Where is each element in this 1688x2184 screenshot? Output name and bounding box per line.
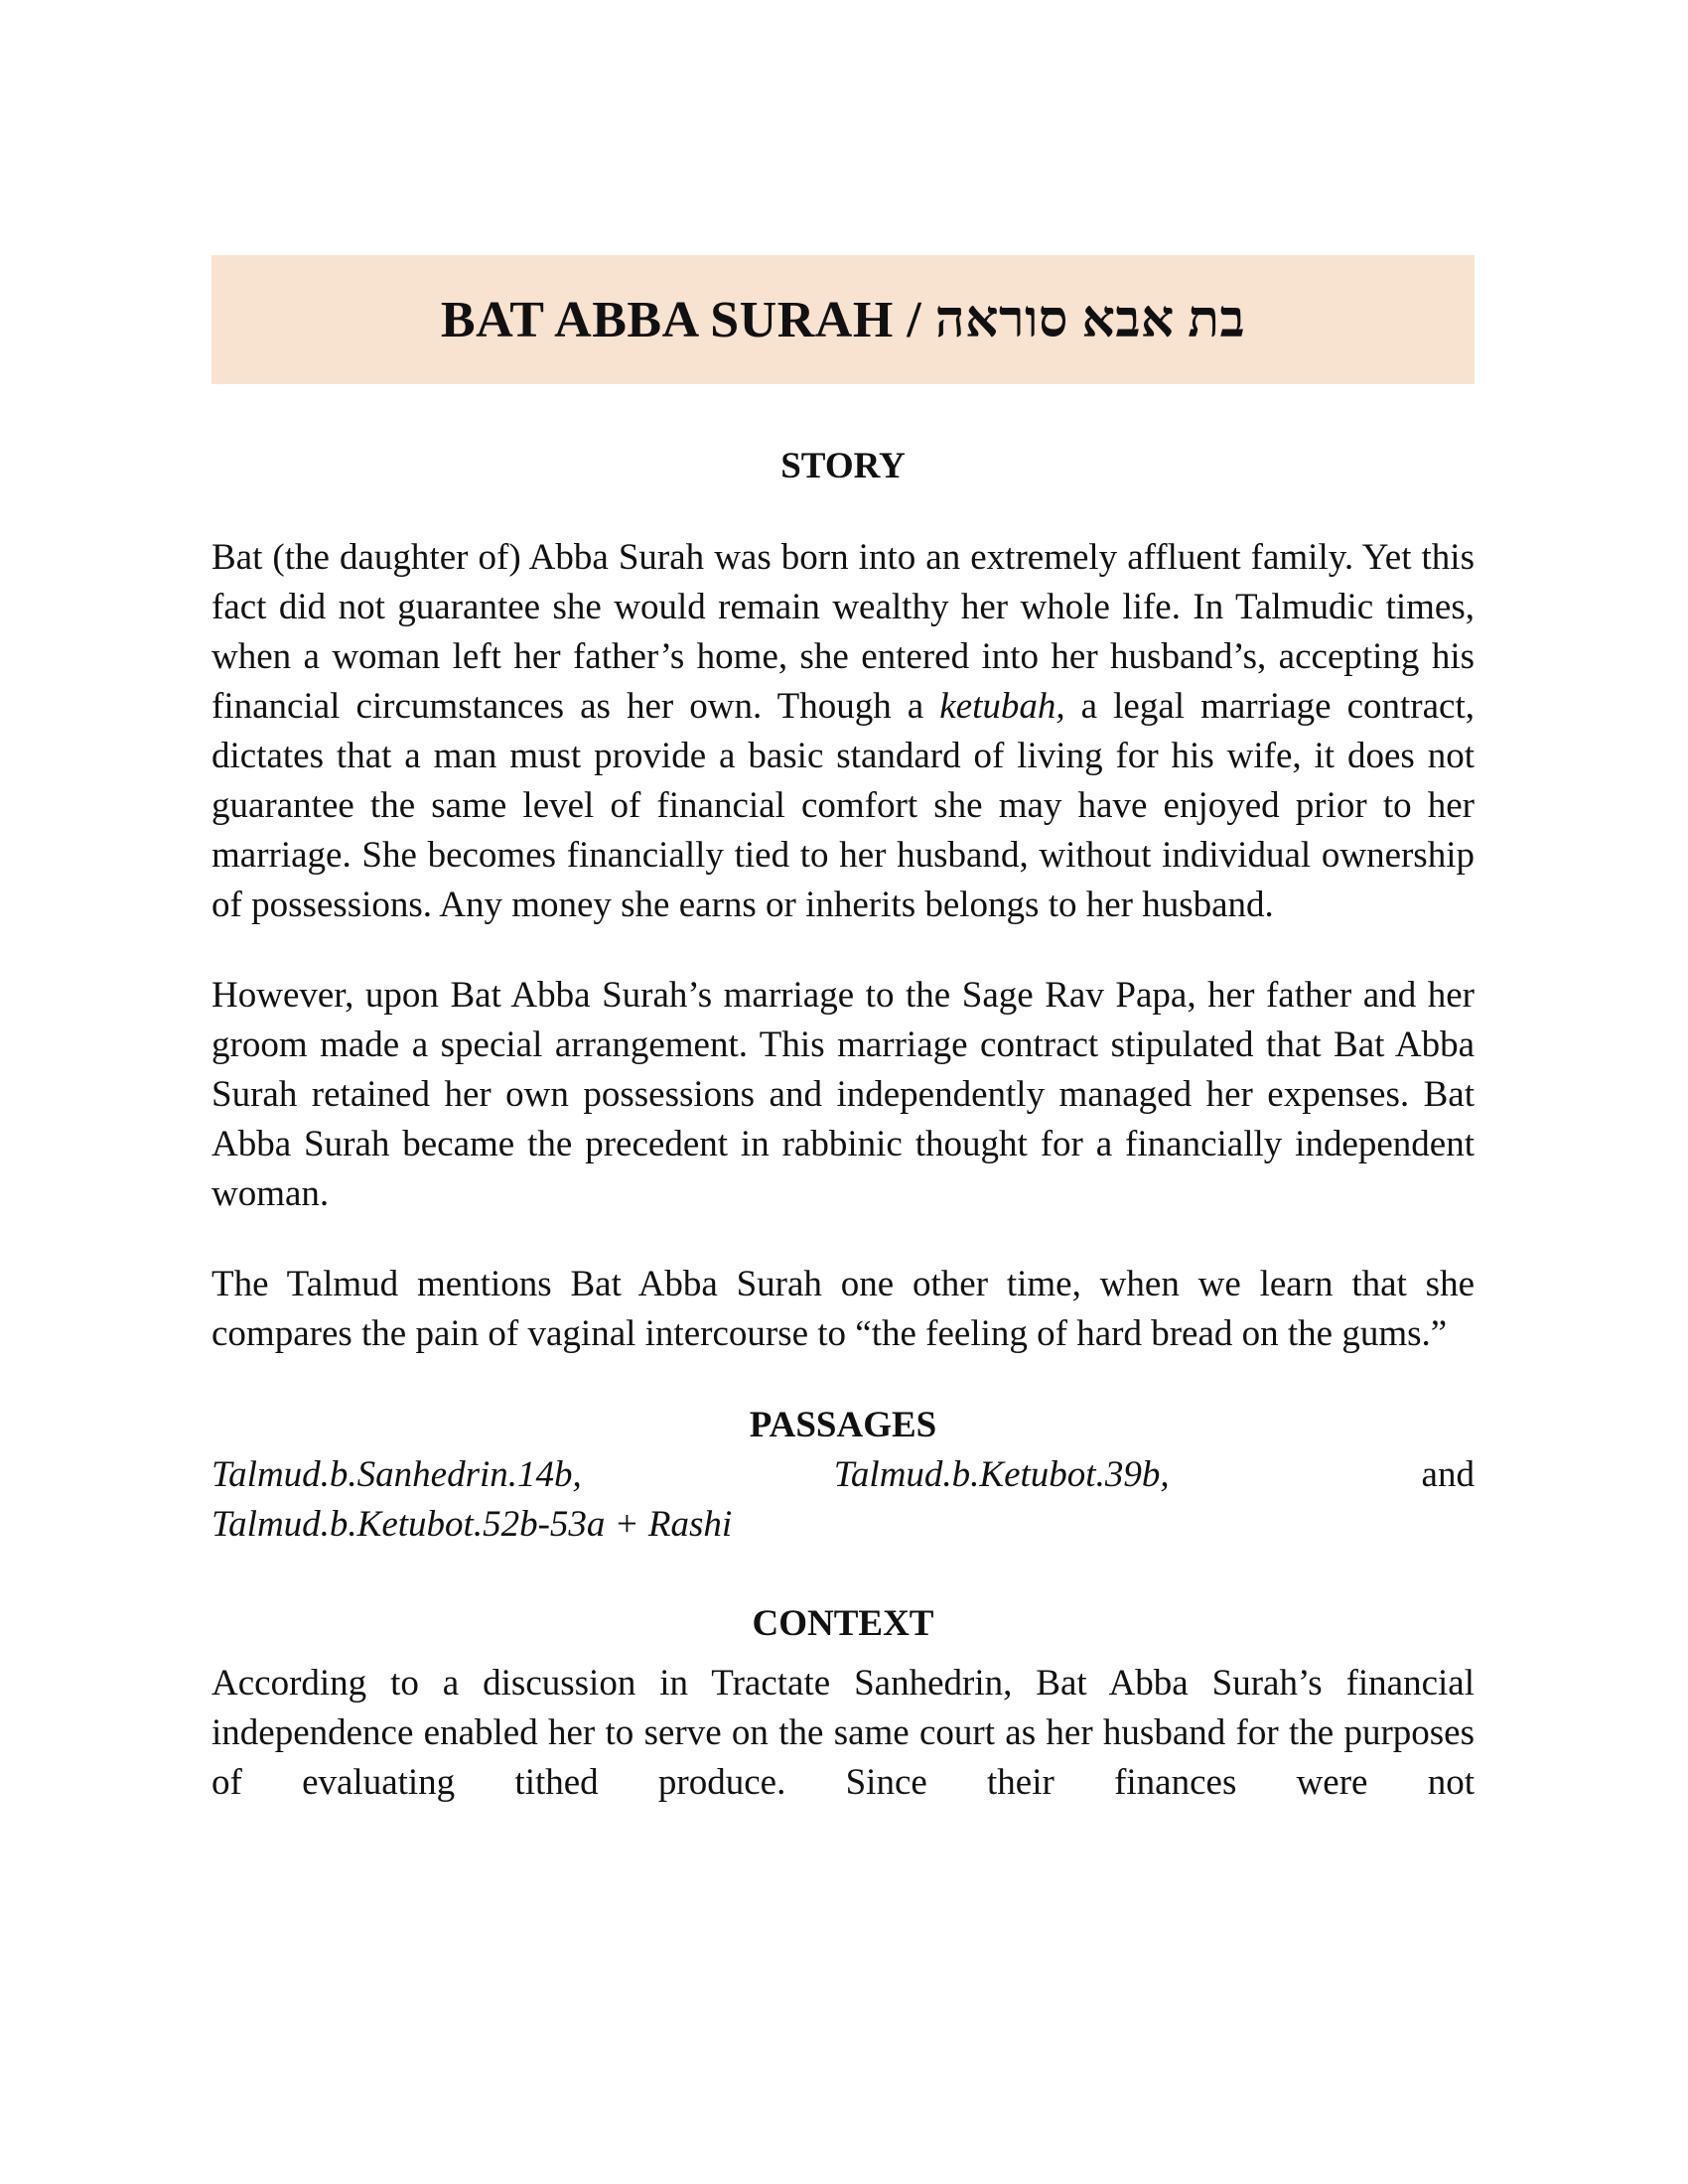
context-heading: CONTEXT: [752, 1603, 934, 1644]
passage-ref-sanhedrin: Talmud.b.Sanhedrin.14b,: [211, 1454, 582, 1495]
passages-row-1: [211, 1450, 1475, 1500]
context-p1-text: According to a discussion in Tractate Sanhedrin, Bat Abba Surah’s financial independence enabled her to serve on the same court as her husband for the purposes of evaluating tithed produce. Since their finances were not: [211, 1663, 1475, 1803]
story-paragraph-3: The Talmud mentions Bat Abba Surah one other time, when we learn that she compares the pain of vaginal intercourse to “the feeling of hard bread on the gums.”: [211, 1264, 1475, 1354]
story-p1-text-after: a legal marriage contract, dictates that a man must provide a basic standard of living for his wife, it does not guarantee the same level of financial comfort she may have enjoyed prior to her marriage. She becomes financially tied to her husband, without individual ownership of possessions. Any money she earns or inherits belongs to her husband.: [211, 686, 1475, 925]
title-english: BAT ABBA SURAH /: [440, 291, 922, 348]
passages-row-2: [211, 1500, 1475, 1550]
title-hebrew: בת אבא סוראה: [934, 291, 1246, 348]
story-heading: STORY: [780, 446, 906, 486]
document-page: [211, 255, 1475, 1808]
passages-list: [211, 1450, 1475, 1550]
passage-ref-ketubot-52b: Talmud.b.Ketubot.52b-53a + Rashi: [211, 1504, 733, 1545]
story-paragraph-1: [211, 533, 1475, 930]
title-band: [211, 255, 1475, 384]
story-p1-text-before: Bat (the daughter of) Abba Surah was born into an extremely affluent family. Yet this fact did not guarantee she would remain wealthy her whole life. In Talmudic times, when a woman left her father’s home, she entered into her husband’s, accepting his financial circumstances as her own. Though a: [211, 537, 1475, 727]
ketubah-term: ketubah,: [939, 686, 1065, 727]
passage-ref-ketubot-39b: Talmud.b.Ketubot.39b,: [833, 1454, 1170, 1495]
context-paragraph-1: [211, 1659, 1475, 1808]
passage-conjunction: and: [1421, 1454, 1475, 1495]
story-paragraph-2: However, upon Bat Abba Surah’s marriage to the Sage Rav Papa, her father and her groom made a special arrangement. This marriage contract stipulated that Bat Abba Surah retained her own possessions and independently managed her expenses. Bat Abba Surah became the precedent in rabbinic thought for a financially independent woman.: [211, 975, 1475, 1214]
passages-heading: PASSAGES: [749, 1405, 937, 1445]
